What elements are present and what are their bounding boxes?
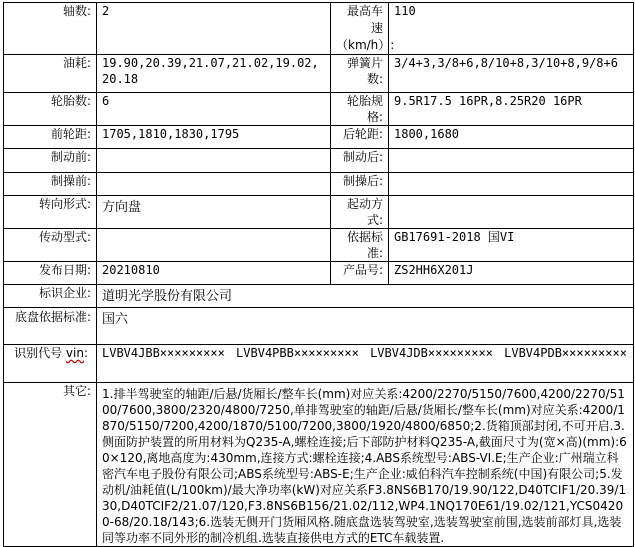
label-steering: 转向形式: [4, 196, 97, 229]
label-drive: 传动型式: [4, 229, 97, 262]
label-other: 其它: [4, 383, 97, 547]
row-release [4, 262, 634, 285]
label-release-date: 发布日期: [4, 262, 97, 285]
row-marking-company [4, 285, 634, 308]
label-rear-track: 后轮距: [331, 126, 389, 149]
value-fuel: 19.90,20.39,21.07,21.02,19.02,20.18 [97, 55, 331, 93]
vehicle-spec-table [3, 2, 634, 547]
row-vin [4, 345, 634, 383]
value-start-mode [389, 196, 634, 229]
value-tires: 6 [97, 93, 331, 126]
label-max-speed: 最高车速（km/h）: [331, 3, 389, 55]
value-control-front [97, 173, 331, 196]
label-tire-spec: 轮胎规格: [331, 93, 389, 126]
value-control-rear [389, 173, 634, 196]
value-spring: 3/4+3,3/8+6,8/10+8,3/10+8,9/8+6 [389, 55, 634, 93]
label-product-no: 产品号: [331, 262, 389, 285]
value-brake-front [97, 149, 331, 173]
value-chassis-standard: 国六 [97, 308, 634, 345]
value-marking-company: 道明光学股份有限公司 [97, 285, 634, 308]
value-release-date: 20210810 [97, 262, 331, 285]
value-tire-spec: 9.5R17.5 16PR,8.25R20 16PR [389, 93, 634, 126]
label-fuel: 油耗: [4, 55, 97, 93]
label-tires: 轮胎数: [4, 93, 97, 126]
value-brake-rear [389, 149, 634, 173]
label-brake-rear: 制动后: [331, 149, 389, 173]
label-axles: 轴数: [4, 3, 97, 55]
row-tires [4, 93, 634, 126]
label-control-rear: 制操后: [331, 173, 389, 196]
row-drive [4, 229, 634, 262]
label-vin [4, 345, 97, 383]
label-marking-company: 标识企业: [4, 285, 97, 308]
label-vin-suffix: : [83, 346, 88, 360]
value-front-track: 1705,1810,1830,1795 [97, 126, 331, 149]
value-vin: LVBV4JBB××××××××× LVBV4PBB××××××××× LVBV4JDB××××××××× LVBV4PDB××××××××× [97, 345, 634, 383]
label-brake-front: 制动前: [4, 149, 97, 173]
label-front-track: 前轮距: [4, 126, 97, 149]
row-track [4, 126, 634, 149]
value-steering: 方向盘 [97, 196, 331, 229]
value-standard: GB17691-2018 国VI [389, 229, 634, 262]
row-steering [4, 196, 634, 229]
label-spring: 弹簧片数: [331, 55, 389, 93]
value-other: 1.排半驾驶室的轴距/后悬/货厢长/整车长(mm)对应关系:4200/2270/5150/7600,4200/2270/5100/7600,3800/2320/4800/7250,单排驾驶室的轴距/后悬/货厢长/整车长(mm)对应关系:4200/1870/5150/7200,4200/1870/5100/7200,3800/1920/4800/6850;2.货箱顶部封闭,不可开启.3.侧面防护装置的所用材料为Q235-A,螺栓连接;后下部防护材料Q235-A,截面尺寸为(宽×高)(mm):60×120,离地高度为:430mm,连接方式:螺栓连接;4.ABS系统型号:ABS-VI.E;生产企业:广州瑞立科密汽车电子股份有限公司;ABS系统型号:ABS-E;生产企业:威伯科汽车控制系统(中国)有限公司;5.发动机/油耗值(L/100km)/最大净功率(kW)对应关系F3.8NS6B170/19.90/122,D40TCIF1/20.39/130,D40TCIF2/21.07/120,F3.8NS6B156/21.02/112,WP4.1NQ170E61/19.02/121,YCS04200-68/20.18/143;6.选装无侧开门货厢风格.随底盘选装驾驶室,选装驾驶室前围,选装前部灯具,选装同等功率不同外形的制冷机组.选装直接供电方式的ETC车载装置. [97, 383, 634, 547]
value-drive [97, 229, 331, 262]
row-control [4, 173, 634, 196]
label-chassis-standard: 底盘依据标准: [4, 308, 97, 345]
label-vin-word: vin [65, 346, 84, 360]
row-chassis-standard [4, 308, 634, 345]
row-other [4, 383, 634, 547]
value-max-speed: 110 [389, 3, 634, 55]
label-vin-prefix: 识别代号 [14, 346, 63, 360]
row-fuel-spring [4, 55, 634, 93]
label-start-mode: 起动方式: [331, 196, 389, 229]
row-brake [4, 149, 634, 173]
value-axles: 2 [97, 3, 331, 55]
label-control-front: 制操前: [4, 173, 97, 196]
value-product-no: ZS2HH6X201J [389, 262, 634, 285]
value-rear-track: 1800,1680 [389, 126, 634, 149]
row-axles-speed [4, 3, 634, 55]
label-standard: 依据标准: [331, 229, 389, 262]
